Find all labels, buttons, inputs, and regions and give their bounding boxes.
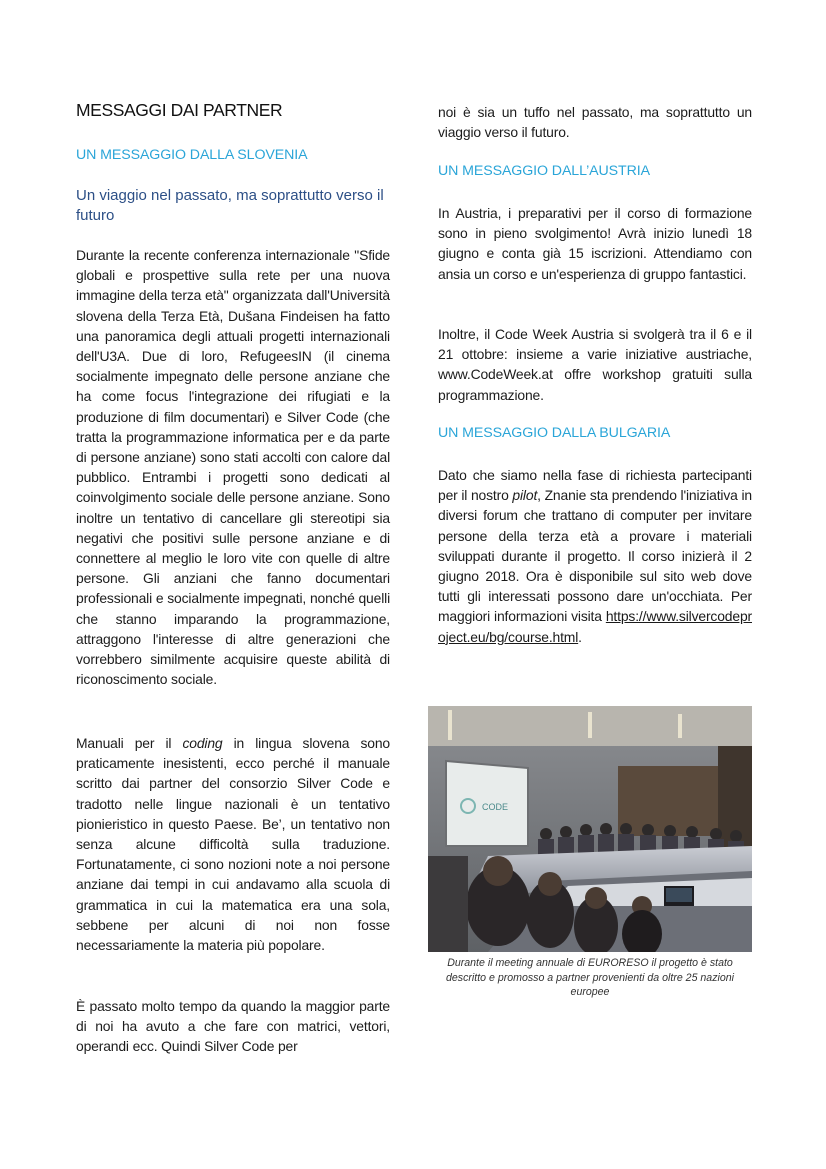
article-subheading: Un viaggio nel passato, ma soprattutto verso il futuro <box>76 187 384 224</box>
coding-term: coding <box>182 735 223 751</box>
page-title: MESSAGGI DAI PARTNER <box>76 100 283 120</box>
course-link[interactable]: https://www.silvercodeproject.eu/bg/course.html <box>438 608 752 645</box>
austria-paragraph-2: Inoltre, il Code Week Austria si svolgerà tra il 6 e il 21 ottobre: insieme a varie iniziative austriache, www.CodeWeek.at offre workshop gratuiti sulla programmazione. <box>438 326 752 403</box>
section-heading-austria: UN MESSAGGIO DALL’AUSTRIA <box>438 163 650 179</box>
slovenia-paragraph-2: Manuali per il coding in lingua slovena sono praticamente inesistenti, ecco perché il manuale scritto dai partner del consorzio Silver Code e tradotto nelle lingue nazionali è un tentativo pionieristico in questo Paese. Be’, un tentativo non senza alcune difficoltà sulla traduzione. Fortunatamente, ci sono nozioni note a noi persone anziane dai tempi in cui andavamo alla scuola di grammatica in cui la matematica era una sola, sebbene per alcuni di noi non fosse necessariamente la materia più popolare. <box>76 735 390 954</box>
photo-caption: Durante il meeting annuale di EURORESO il progetto è stato descritto e promosso a partner provenienti da oltre 25 nazioni europee <box>446 957 734 998</box>
section-heading-bulgaria: UN MESSAGGIO DALLA BULGARIA <box>438 425 671 441</box>
austria-paragraph-1: In Austria, i preparativi per il corso di formazione sono in pieno svolgimento! Avrà inizio lunedì 18 giugno e conta già 15 iscrizioni. Attendiamo con ansia un corso e un'esperienza di gruppo fantastici. <box>438 205 752 282</box>
slovenia-paragraph-3: È passato molto tempo da quando la maggior parte di noi ha avuto a che fare con matrici, vettori, operandi ecc. Quindi Silver Code per <box>76 998 390 1055</box>
pilot-term: pilot <box>512 487 538 504</box>
projector-screen-text: CODE <box>482 802 509 812</box>
slovenia-paragraph-3-continued: noi è sia un tuffo nel passato, ma soprattutto un viaggio verso il futuro. <box>438 104 752 141</box>
bulgaria-paragraph: Dato che siamo nella fase di richiesta partecipanti per il nostro pilot, Znanie sta prendendo l'iniziativa in diversi forum che trattano di computer per invitare persone della terza età a provare i materiali sviluppati durante il progetto. Il corso inizierà il 2 giugno 2018. Ora è disponibile sul sito web dove tutti gli interessati possono dare un'occhiata. Per maggiori informazioni visita https://www.silvercodeproject.eu/bg/course.html. <box>438 467 752 645</box>
slovenia-paragraph-1: Durante la recente conferenza internazionale "Sfide globali e prospettive sulla rete per una nuova immagine della terza età" organizzata dall'Università slovena della Terza Età, Dušana Findeisen ha fatto una panoramica degli attuali progetti internazionali dell'U3A. Due di loro, RefugeesIN (il cinema socialmente impegnato delle persone anziane che ha come focus l'integrazione dei rifugiati e la produzione di film documentari) e Silver Code (che tratta la programmazione informatica per e da parte di persone anziane) sono stati accolti con calore dal pubblico. Entrambi i progetti sono dedicati al coinvolgimento sociale delle persone anziane. Sono inoltre un tentativo di cancellare gli stereotipi sia negativi che positivi sulle persone anziane e di connettere al meglio le loro vite con quelle di altre persone. Gli anziani che fanno documentari professionali e socialmente impegnati, nonché quelli che stanno imparando la programmazione, attraggono l'interesse di altre generazioni che vorrebbero similmente acquisire queste abilità di riconoscimento sociale. <box>76 247 390 688</box>
meeting-photo <box>428 706 752 952</box>
section-heading-slovenia: UN MESSAGGIO DALLA SLOVENIA <box>76 147 308 163</box>
